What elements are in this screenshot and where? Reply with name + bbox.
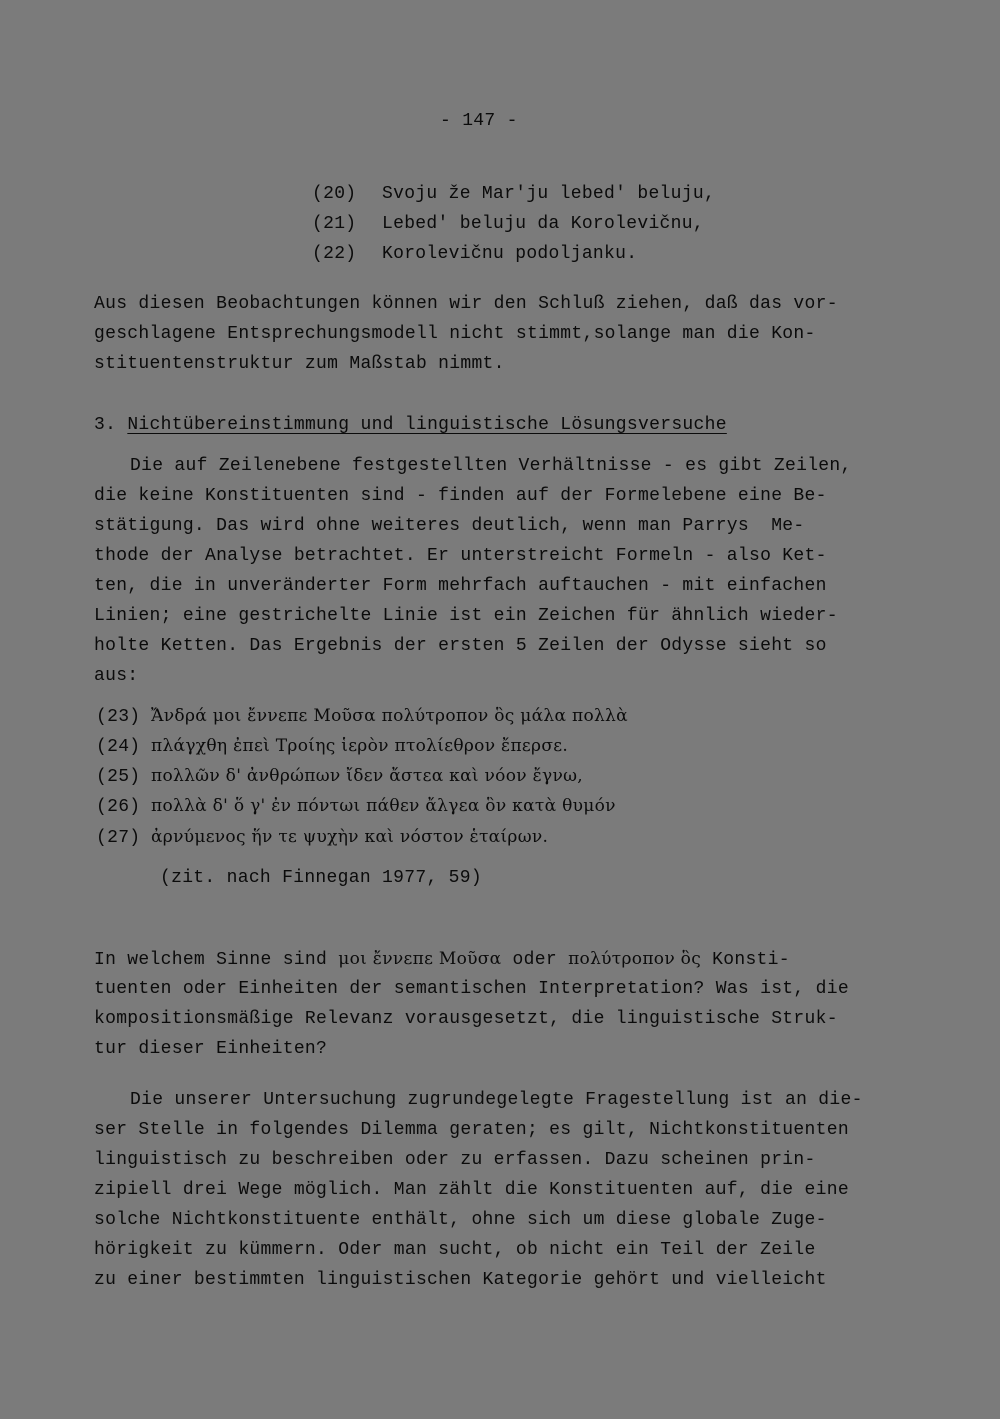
verse-number: (24) [96, 737, 141, 757]
citation: (zit. nach Finnegan 1977, 59) [160, 868, 482, 888]
paragraph-line: stätigung. Das wird ohne weiteres deutlich, wenn man Parrys Me- [94, 516, 805, 536]
greek-verse-line [96, 705, 628, 728]
greek-verse-text: πολλῶν δ' ἀνθρώπων ἴδεν ἄστεα καὶ νόον ἔγνω, [151, 766, 583, 786]
verse-line [312, 213, 704, 235]
section-title: Nichtübereinstimmung und linguistische Lösungsversuche [127, 415, 727, 435]
paragraph-line: tur dieser Einheiten? [94, 1039, 328, 1059]
greek-verse-text: ἀρνύμενος ἥν τε ψυχὴν καὶ νόστον ἑταίρων. [151, 827, 549, 847]
paragraph-line: linguistisch zu beschreiben oder zu erfassen. Dazu scheinen prin- [94, 1150, 816, 1170]
greek-verse-line [96, 795, 616, 818]
text-run: In welchem Sinne sind [94, 950, 339, 970]
verse-number: (25) [96, 767, 141, 787]
verse-number: (26) [96, 797, 141, 817]
paragraph-line: die keine Konstituenten sind - finden auf der Formelebene eine Be- [94, 486, 827, 506]
paragraph-line: ser Stelle in folgendes Dilemma geraten; es gilt, Nichtkonstituenten [94, 1120, 849, 1140]
greek-verse-text: Ἄνδρά μοι ἔννεπε Μοῦσα πολύτροπον ὃς μάλα πολλὰ [151, 706, 628, 726]
paragraph-line: Die auf Zeilenebene festgestellten Verhältnisse - es gibt Zeilen, [130, 456, 852, 476]
paragraph-line: solche Nichtkonstituente enthält, ohne sich um diese globale Zuge- [94, 1210, 827, 1230]
paragraph-line: holte Ketten. Das Ergebnis der ersten 5 Zeilen der Odysse sieht so [94, 636, 827, 656]
verse-line [312, 243, 637, 265]
greek-phrase: πολύτροπον ὃς [568, 949, 702, 969]
text-run: oder [501, 950, 569, 970]
greek-verse-line [96, 765, 583, 788]
verse-line [312, 183, 715, 205]
paragraph-line: ten, die in unveränderter Form mehrfach auftauchen - mit einfachen [94, 576, 827, 596]
page-number: - 147 - [440, 111, 518, 131]
paragraph-line: stituentenstruktur zum Maßstab nimmt. [94, 354, 505, 374]
verse-number: (27) [96, 828, 141, 848]
greek-phrase: μοι ἔννεπε Μοῦσα [338, 949, 502, 969]
paragraph-line: zipiell drei Wege möglich. Man zählt die Konstituenten auf, die eine [94, 1180, 849, 1200]
verse-number: (23) [96, 707, 141, 727]
paragraph-line: thode der Analyse betrachtet. Er unterstreicht Formeln - also Ket- [94, 546, 827, 566]
verse-number: (20) [312, 184, 357, 204]
paragraph-line: tuenten oder Einheiten der semantischen Interpretation? Was ist, die [94, 979, 849, 999]
verse-text: Korolevičnu podoljanku. [382, 244, 638, 264]
verse-number: (21) [312, 214, 357, 234]
paragraph-line: Aus diesen Beobachtungen können wir den Schluß ziehen, daß das vor- [94, 294, 838, 314]
paragraph-line: Die unserer Untersuchung zugrundegelegte Fragestellung ist an die- [130, 1090, 863, 1110]
paragraph-line: kompositionsmäßige Relevanz vorausgesetzt, die linguistische Struk- [94, 1009, 838, 1029]
paragraph-line: zu einer bestimmten linguistischen Kategorie gehört und vielleicht [94, 1270, 827, 1290]
paragraph-line: Linien; eine gestrichelte Linie ist ein Zeichen für ähnlich wieder- [94, 606, 838, 626]
section-number: 3. [94, 415, 117, 435]
greek-verse-line [96, 826, 548, 849]
greek-verse-text: πλάγχθη ἐπεὶ Τροίης ἱερὸν πτολίεθρον ἔπερσε. [151, 736, 569, 756]
text-run: Konsti- [701, 950, 790, 970]
section-heading [94, 414, 727, 436]
paragraph-line [94, 948, 790, 971]
greek-verse-text: πολλὰ δ' ὅ γ' ἐν πόντωι πάθεν ἄλγεα ὃν κατὰ θυμόν [151, 796, 616, 816]
paragraph-line: aus: [94, 666, 139, 686]
paragraph-line: geschlagene Entsprechungsmodell nicht stimmt,solange man die Kon- [94, 324, 816, 344]
verse-text: Svoju že Mar'ju lebed' beluju, [382, 184, 716, 204]
greek-verse-line [96, 735, 568, 758]
paragraph-line: hörigkeit zu kümmern. Oder man sucht, ob nicht ein Teil der Zeile [94, 1240, 816, 1260]
verse-number: (22) [312, 244, 357, 264]
verse-text: Lebed' beluju da Korolevičnu, [382, 214, 704, 234]
